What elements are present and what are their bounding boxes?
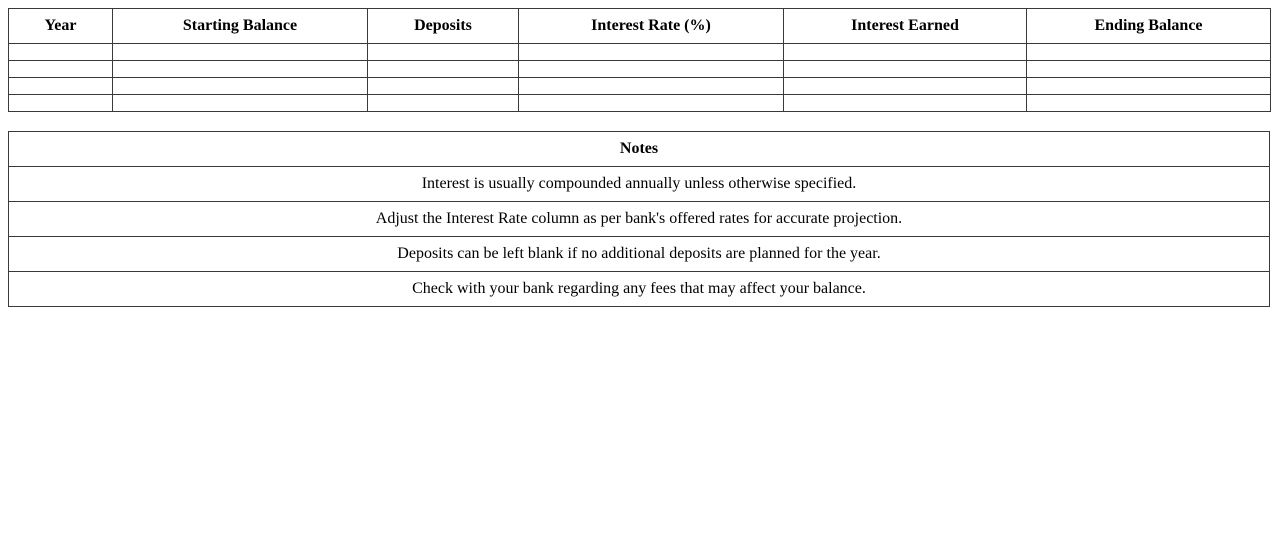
cell-year[interactable] bbox=[9, 61, 113, 78]
cell-deposits[interactable] bbox=[368, 61, 519, 78]
cell-ending-balance[interactable] bbox=[1027, 44, 1271, 61]
notes-table bbox=[8, 131, 1270, 307]
note-item: Check with your bank regarding any fees that may affect your balance. bbox=[9, 272, 1270, 307]
cell-interest-rate[interactable] bbox=[519, 78, 784, 95]
note-row bbox=[9, 167, 1270, 202]
column-header-interest-earned: Interest Earned bbox=[784, 9, 1027, 44]
cell-starting-balance[interactable] bbox=[113, 44, 368, 61]
cell-interest-earned[interactable] bbox=[784, 44, 1027, 61]
column-header-deposits: Deposits bbox=[368, 9, 519, 44]
notes-header-row bbox=[9, 132, 1270, 167]
note-item: Adjust the Interest Rate column as per bank's offered rates for accurate projection. bbox=[9, 202, 1270, 237]
cell-ending-balance[interactable] bbox=[1027, 61, 1271, 78]
cell-deposits[interactable] bbox=[368, 95, 519, 112]
table-row bbox=[9, 78, 1271, 95]
cell-interest-rate[interactable] bbox=[519, 44, 784, 61]
notes-header: Notes bbox=[9, 132, 1270, 167]
table-row bbox=[9, 61, 1271, 78]
cell-interest-earned[interactable] bbox=[784, 61, 1027, 78]
cell-interest-rate[interactable] bbox=[519, 95, 784, 112]
page-content bbox=[8, 8, 1270, 307]
note-row bbox=[9, 237, 1270, 272]
cell-ending-balance[interactable] bbox=[1027, 78, 1271, 95]
cell-year[interactable] bbox=[9, 78, 113, 95]
column-header-year: Year bbox=[9, 9, 113, 44]
cell-year[interactable] bbox=[9, 44, 113, 61]
column-header-starting-balance: Starting Balance bbox=[113, 9, 368, 44]
cell-deposits[interactable] bbox=[368, 44, 519, 61]
savings-ledger-table bbox=[8, 8, 1271, 112]
table-row bbox=[9, 44, 1271, 61]
cell-year[interactable] bbox=[9, 95, 113, 112]
column-header-ending-balance: Ending Balance bbox=[1027, 9, 1271, 44]
note-item: Deposits can be left blank if no additional deposits are planned for the year. bbox=[9, 237, 1270, 272]
note-row bbox=[9, 202, 1270, 237]
note-row bbox=[9, 272, 1270, 307]
cell-ending-balance[interactable] bbox=[1027, 95, 1271, 112]
table-row bbox=[9, 95, 1271, 112]
column-header-interest-rate: Interest Rate (%) bbox=[519, 9, 784, 44]
cell-interest-earned[interactable] bbox=[784, 95, 1027, 112]
cell-interest-rate[interactable] bbox=[519, 61, 784, 78]
cell-starting-balance[interactable] bbox=[113, 61, 368, 78]
cell-interest-earned[interactable] bbox=[784, 78, 1027, 95]
cell-starting-balance[interactable] bbox=[113, 95, 368, 112]
table-header-row bbox=[9, 9, 1271, 44]
cell-deposits[interactable] bbox=[368, 78, 519, 95]
note-item: Interest is usually compounded annually unless otherwise specified. bbox=[9, 167, 1270, 202]
cell-starting-balance[interactable] bbox=[113, 78, 368, 95]
